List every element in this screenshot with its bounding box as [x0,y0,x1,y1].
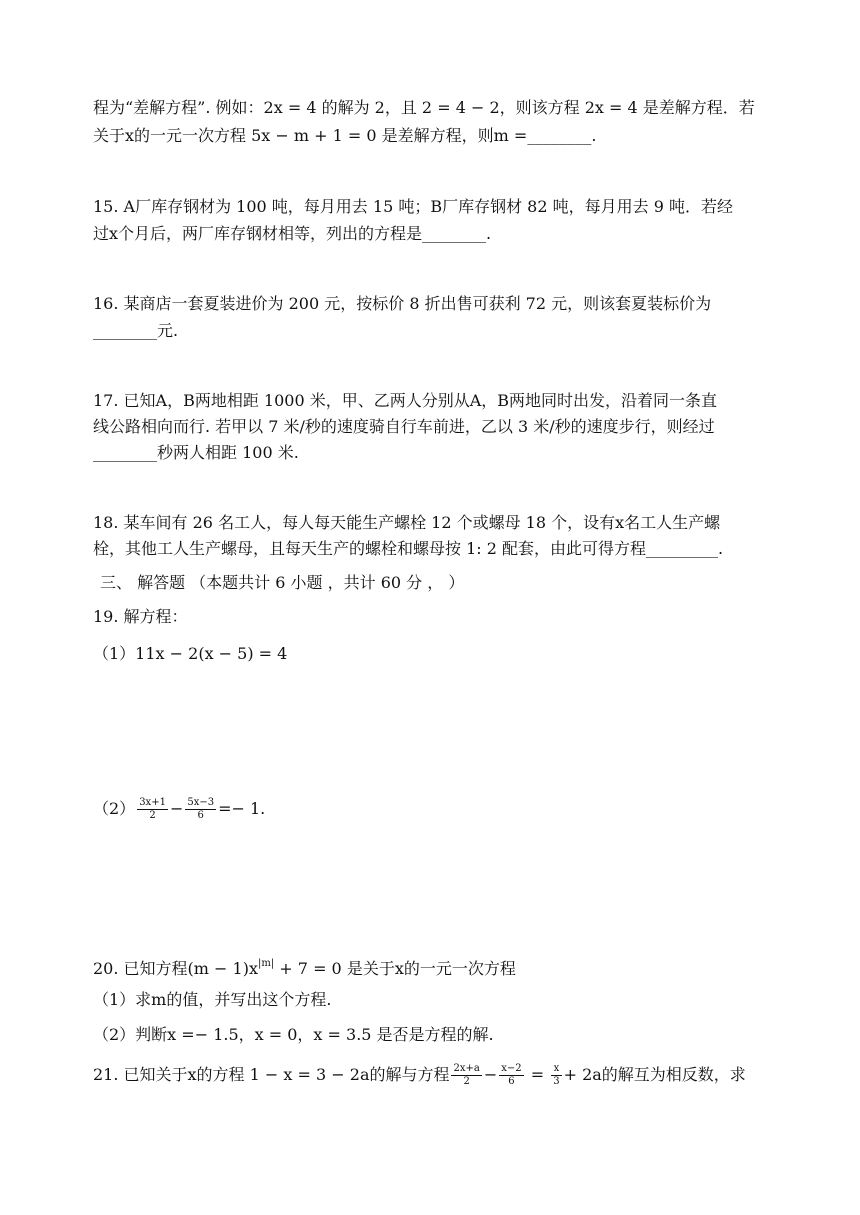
q20-title-post: + 7 = 0 是关于x的一元一次方程 [274,959,516,978]
q21-fraction-3-denominator: 3 [553,1076,560,1087]
q21-fraction-1-denominator: 2 [463,1076,470,1087]
q17-line-3: ________秒两人相距 100 米. [93,443,299,462]
q18-line-1: 18. 某车间有 26 名工人，每人每天能生产螺栓 12 个或螺母 18 个，设有x名工人生产螺 [93,513,721,532]
q14-line-2: 关于x的一元一次方程 5x − m + 1 = 0 是差解方程，则m =________. [93,126,597,145]
q16-line-2: ________元. [93,321,179,340]
q19-part-1: （1）11x − 2(x − 5) = 4 [93,644,288,663]
q21-minus: − [483,1065,498,1084]
q21-fraction-2 [499,1063,523,1088]
q21-fraction-3 [551,1063,561,1088]
q16-line-1: 16. 某商店一套夏装进价为 200 元，按标价 8 折出售可获利 72 元，则该套夏装标价为 [93,294,712,313]
q19-part-2-rhs: =− 1. [218,799,266,818]
section-3-heading: 三、 解答题 （本题共计 6 小题 ，共计 60 分 ， ） [100,573,465,592]
q14-line-1: 程为“差解方程”. 例如：2x = 4 的解为 2，且 2 = 4 − 2，则该方程 2x = 4 是差解方程．若 [93,98,755,117]
q20-part-1: （1）求m的值，并写出这个方程. [93,990,332,1009]
q21-fraction-1-numerator: 2x+a [453,1063,480,1074]
q21-post: + 2a的解互为相反数，求 [563,1065,746,1084]
fraction-1 [137,797,168,822]
q20-title [93,952,516,981]
minus-sign: − [169,799,184,818]
q19-part-2-label: （2） [93,799,136,818]
q20-exponent: |m| [257,958,275,969]
q20-title-pre: 20. 已知方程(m − 1)x [93,959,258,978]
q15-line-2: 过x个月后，两厂库存钢材相等，列出的方程是________. [93,224,492,243]
q21-line-1 [93,1063,746,1088]
fraction-2-denominator: 6 [197,810,204,821]
q21-fraction-1 [451,1063,481,1088]
q21-fraction-3-numerator: x [551,1063,561,1076]
q17-line-1: 17. 已知A，B两地相距 1000 米，甲、乙两人分别从A，B两地同时出发，沿着同一条直 [93,391,718,410]
fraction-2 [185,797,216,822]
fraction-1-denominator: 2 [149,810,156,821]
q21-fraction-2-denominator: 6 [508,1076,515,1087]
fraction-2-numerator: 5x−3 [187,797,215,808]
q21-equals: = [525,1065,550,1084]
q19-part-2 [93,797,265,822]
q21-pre: 21. 已知关于x的方程 1 − x = 3 − 2a的解与方程 [93,1065,450,1084]
q15-line-1: 15. A厂库存钢材为 100 吨，每月用去 15 吨；B厂库存钢材 82 吨，每月用去 9 吨．若经 [93,197,733,216]
q21-fraction-2-numerator: x−2 [501,1063,522,1074]
q18-line-2: 栓，其他工人生产螺母，且每天生产的螺栓和螺母按 1: 2 配套，由此可得方程_________. [93,539,724,558]
q19-title: 19. 解方程： [93,607,188,626]
fraction-1-numerator: 3x+1 [139,797,166,808]
q17-line-2: 线公路相向而行. 若甲以 7 米/秒的速度骑自行车前进，乙以 3 米/秒的速度步行，则经过 [93,417,715,436]
q20-part-2: （2）判断x =− 1.5，x = 0，x = 3.5 是否是方程的解. [93,1025,494,1044]
